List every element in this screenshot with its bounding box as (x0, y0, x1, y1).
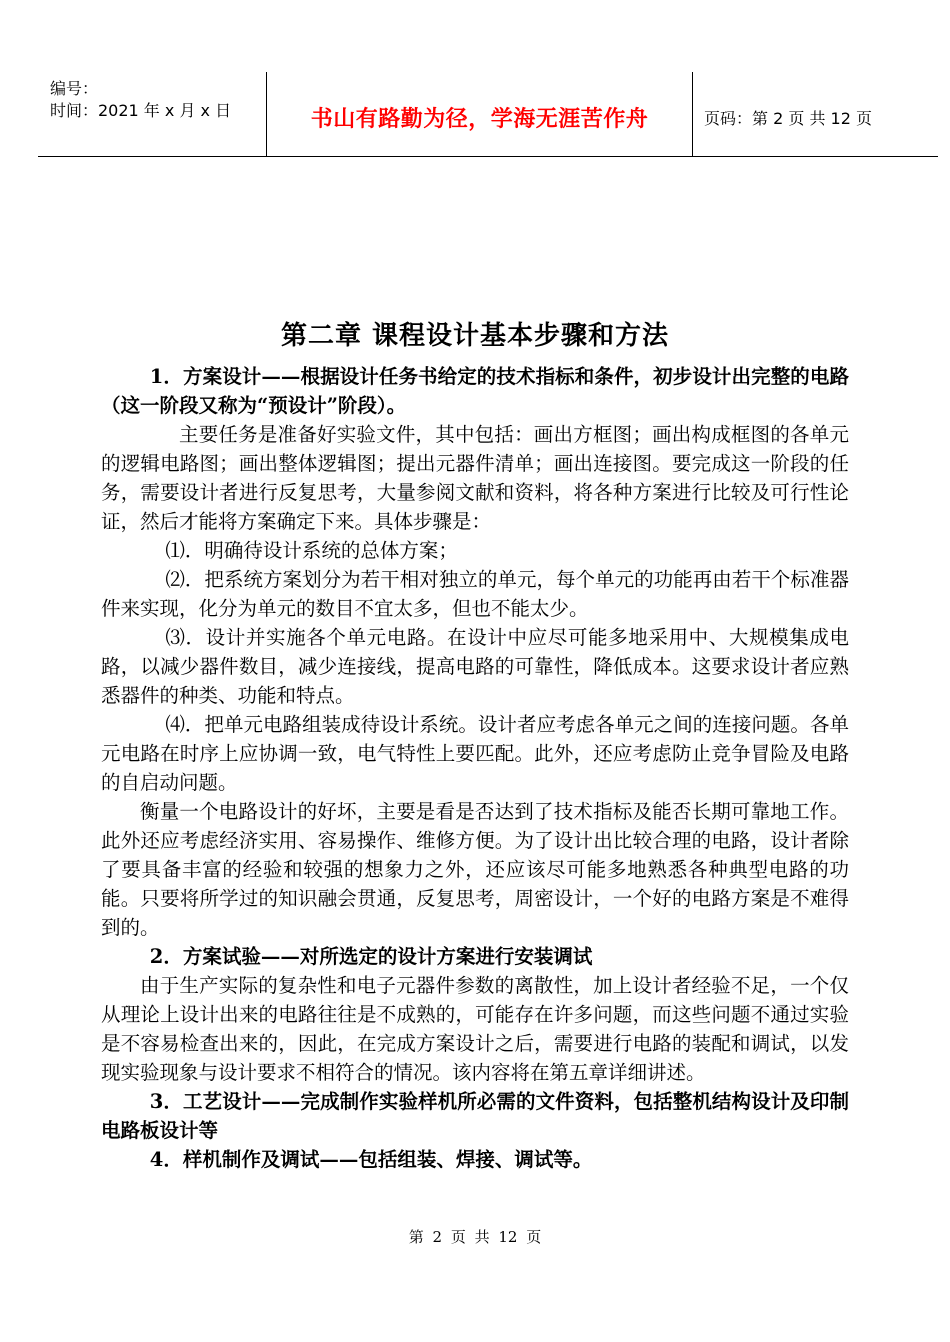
document-body (101, 316, 849, 1174)
section-heading: 2．方案试验——对所选定的设计方案进行安装调试 (149, 945, 593, 968)
paragraph: 衡量一个电路设计的好坏，主要是看是否达到了技术指标及能否长期可靠地工作。此外还应考虑经济实用、容易操作、维修方便。为了设计出比较合理的电路，设计者除了要具备丰富的经验和较强的想象力之外，还应该尽可能多地熟悉各种典型电路的功能。只要将所学过的知识融会贯通，反复思考，周密设计，一个好的电路方案是不难得到的。 (101, 800, 849, 939)
header-page-info: 页码：第 2 页 共 12 页 (704, 109, 872, 128)
paragraph: 由于生产实际的复杂性和电子元器件参数的离散性，加上设计者经验不足，一个仅从理论上设计出来的电路往往是不成熟的，可能存在许多问题，而这些问题不通过实验是不容易检查出来的，因此，在完成方案设计之后，需要进行电路的装配和调试，以发现实验现象与设计要求不相符合的情况。该内容将在第五章详细讲述。 (101, 974, 849, 1084)
section-heading: 4．样机制作及调试——包括组装、焊接、调试等。 (149, 1148, 593, 1171)
list-item: ⑵．把系统方案划分为若干相对独立的单元，每个单元的功能再由若干个标准器件来实现，化分为单元的数目不宜太多，但也不能太少。 (101, 568, 849, 620)
list-item: ⑶．设计并实施各个单元电路。在设计中应尽可能多地采用中、大规模集成电路，以减少器件数目，减少连接线，提高电路的可靠性，降低成本。这要求设计者应熟悉器件的种类、功能和特点。 (101, 626, 849, 707)
document-number-label: 编号： (50, 79, 99, 98)
header-meta (50, 78, 231, 122)
document-time-label: 时间：2021 年 x 月 x 日 (50, 101, 232, 120)
section-heading: 1．方案设计——根据设计任务书给定的技术指标和条件，初步设计出完整的电路（这一阶段又称为“预设计”阶段）。 (101, 365, 849, 417)
header-motto: 书山有路勤为径，学海无涯苦作舟 (310, 107, 649, 132)
paragraph: 主要任务是准备好实验文件，其中包括：画出方框图；画出构成框图的各单元的逻辑电路图；画出整体逻辑图；提出元器件清单；画出连接图。要完成这一阶段的任务，需要设计者进行反复思考，大量参阅文献和资料，将各种方案进行比较及可行性论证，然后才能将方案确定下来。具体步骤是： (101, 423, 849, 533)
list-item: ⑴．明确待设计系统的总体方案； (165, 539, 458, 562)
chapter-title: 第二章 课程设计基本步骤和方法 (280, 321, 670, 351)
list-item: ⑷．把单元电路组装成待设计系统。设计者应考虑各单元之间的连接问题。各单元电路在时序上应协调一致，电气特性上要匹配。此外，还应考虑防止竞争冒险及电路的自启动问题。 (101, 713, 849, 794)
section-heading: 3．工艺设计——完成制作实验样机所必需的文件资料，包括整机结构设计及印制电路板设计等 (101, 1090, 849, 1142)
page-header (38, 72, 938, 157)
page-footer: 第 2 页 共 12 页 (408, 1228, 542, 1246)
header-divider (692, 72, 693, 156)
